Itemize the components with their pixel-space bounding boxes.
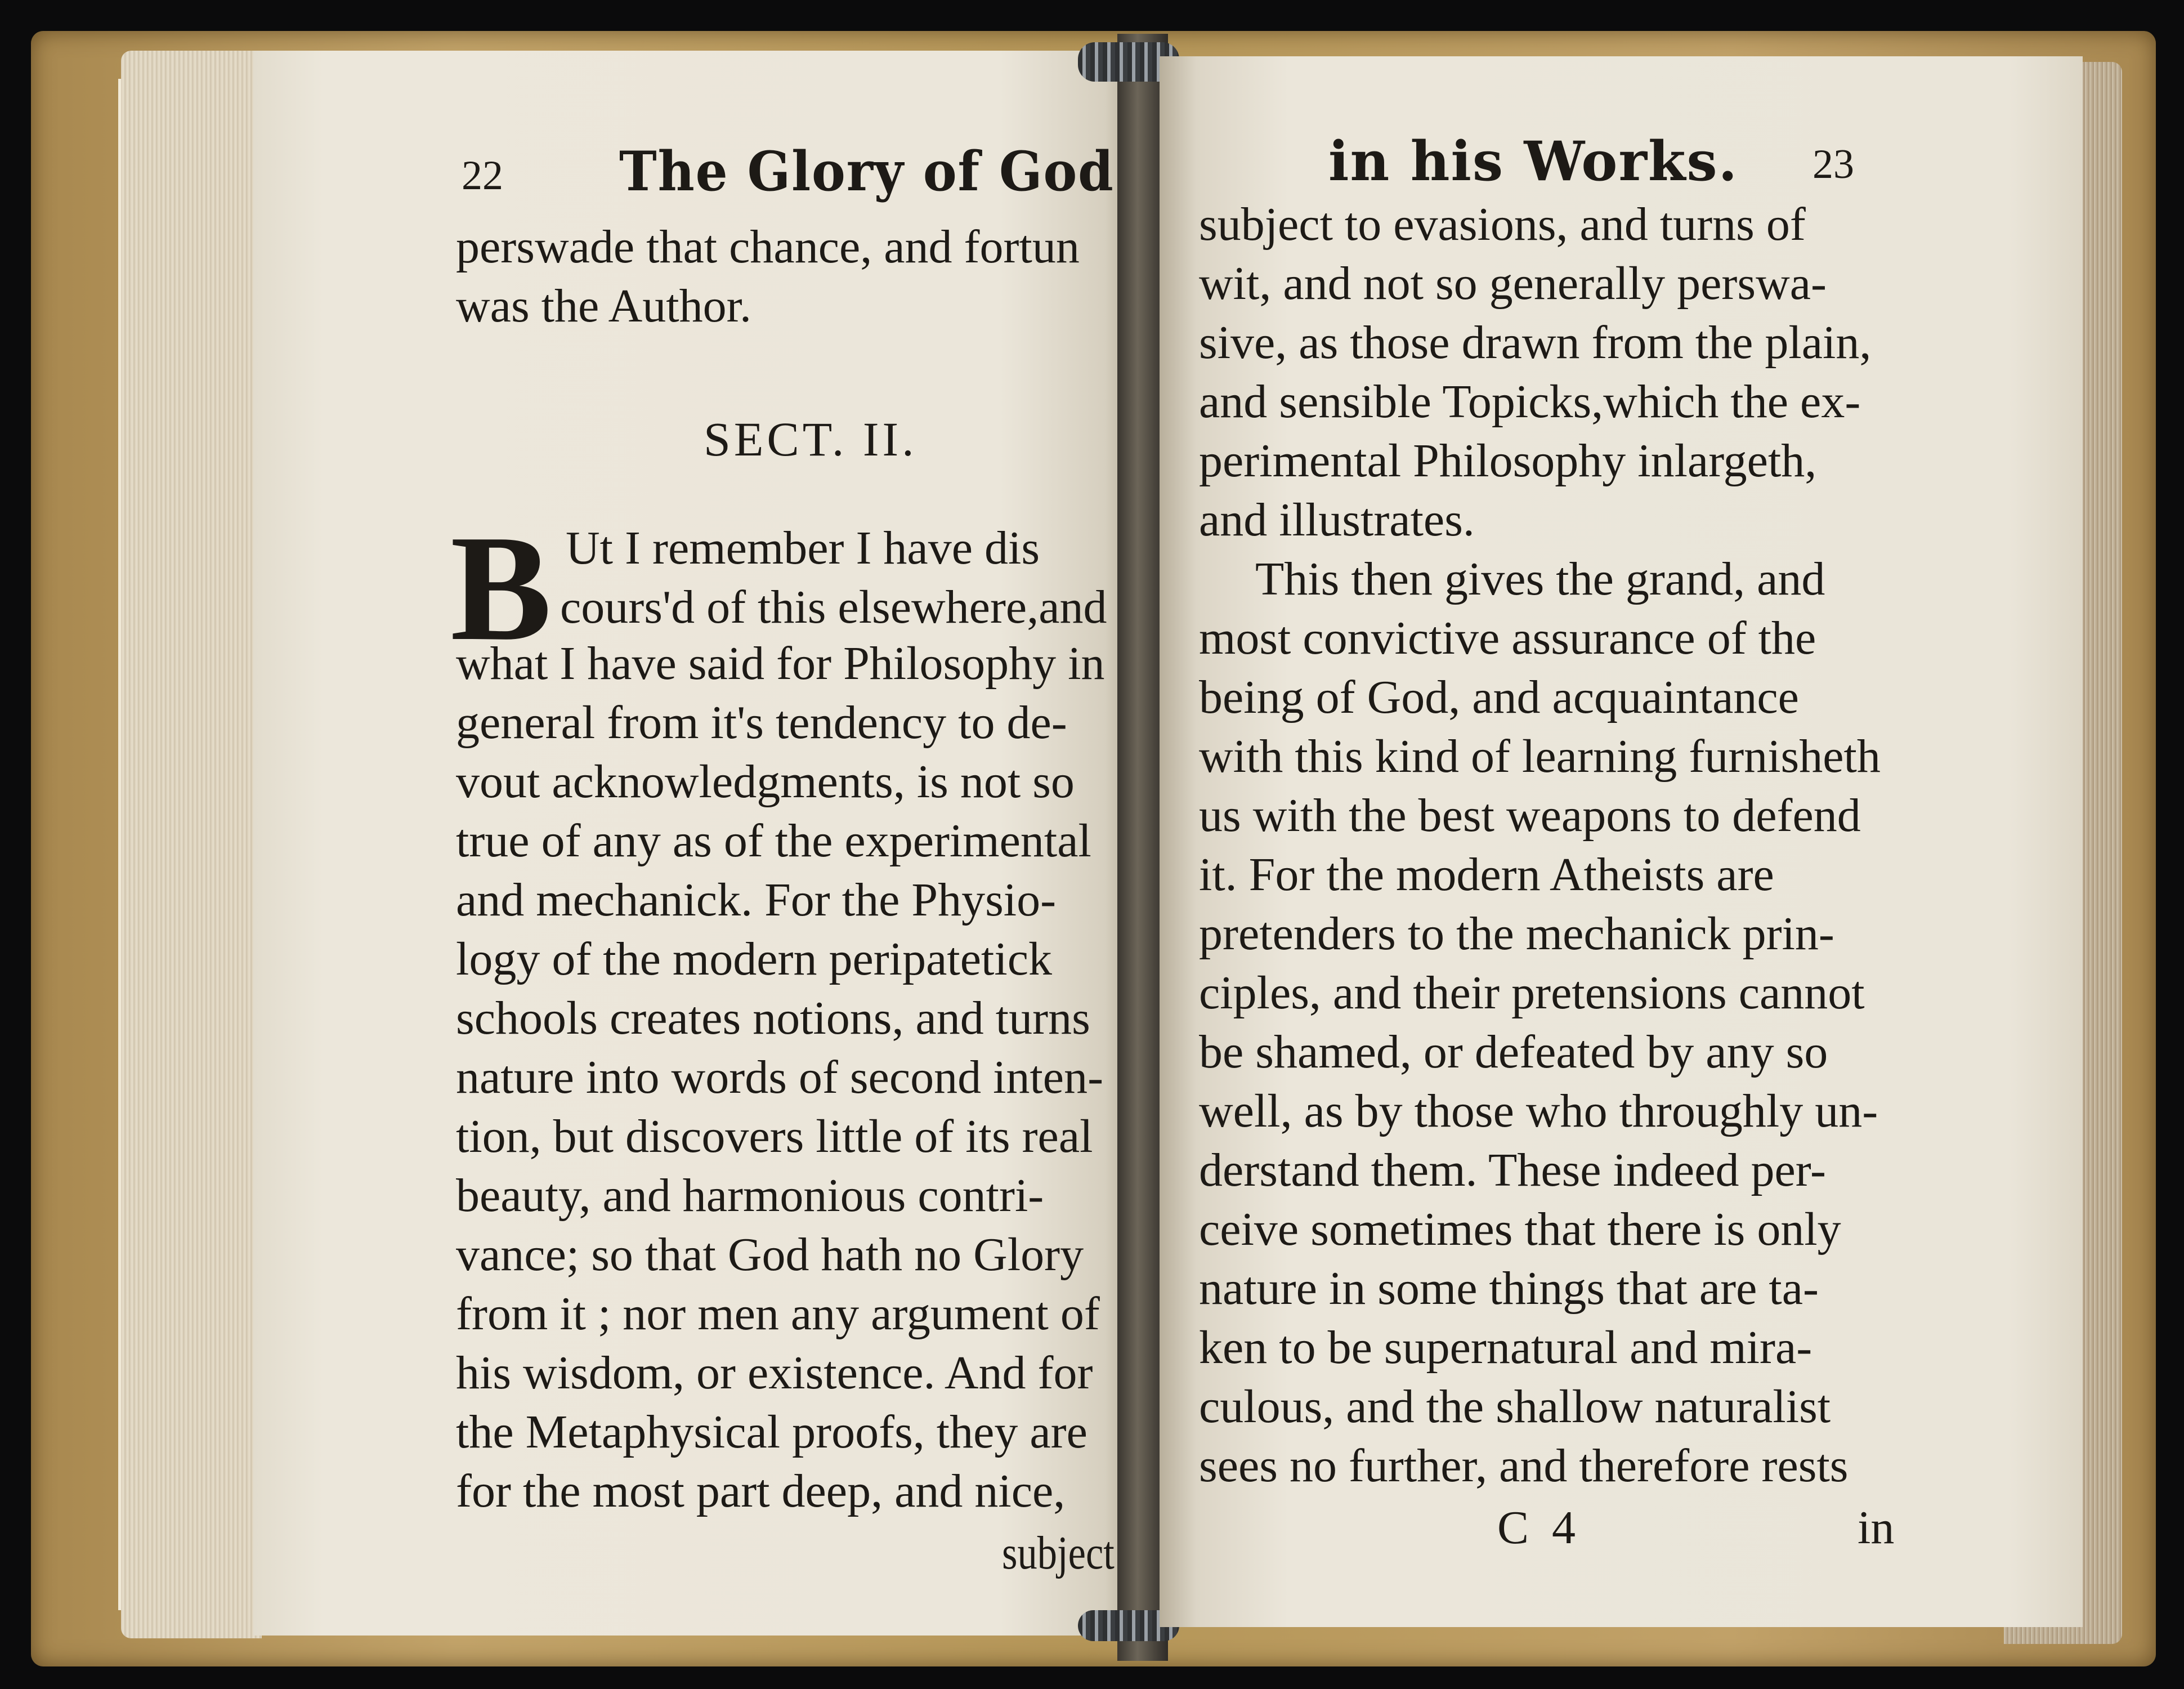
text-line: with this kind of learning furnisheth <box>1199 730 1881 783</box>
text-line: sees no further, and therefore rests <box>1199 1440 1849 1492</box>
text-line: logy of the modern peripatetick <box>456 933 1052 985</box>
text-line: and mechanick. For the Physio- <box>456 874 1057 926</box>
text-line: wit, and not so generally perswa- <box>1199 257 1827 310</box>
folio-left: 22 <box>462 153 503 199</box>
text-line: ceive sometimes that there is only <box>1199 1203 1841 1255</box>
text-line: and illustrates. <box>1199 494 1475 546</box>
folio-right: 23 <box>1812 141 1854 187</box>
text-line: ciples, and their pretensions cannot <box>1199 967 1865 1019</box>
text-line: subject to evasions, and turns of <box>1199 198 1806 251</box>
text-line: for the most part deep, and nice, <box>456 1465 1066 1517</box>
text-line: us with the best weapons to defend <box>1199 789 1861 842</box>
text-line: being of God, and acquaintance <box>1199 671 1799 723</box>
signature-mark: C 4 <box>1497 1502 1582 1554</box>
text-line: perimental Philosophy inlargeth, <box>1199 435 1817 487</box>
text-line: cours'd of this elsewhere,and <box>560 581 1107 633</box>
text-line: vance; so that God hath no Glory <box>456 1228 1084 1281</box>
text-line: ken to be supernatural and mira- <box>1199 1321 1812 1374</box>
text-line: and sensible Topicks,which the ex- <box>1199 376 1861 428</box>
text-line: what I have said for Philosophy in <box>456 637 1105 690</box>
text-line: be shamed, or defeated by any so <box>1199 1026 1828 1078</box>
text-line: derstand them. These indeed per- <box>1199 1144 1827 1196</box>
catchword-right: in <box>1858 1502 1895 1554</box>
text-line: the Metaphysical proofs, they are <box>456 1406 1087 1458</box>
text-line: nature in some things that are ta- <box>1199 1262 1819 1315</box>
text-line: nature into words of second inten- <box>456 1051 1104 1103</box>
left-page <box>253 51 1131 1636</box>
drop-cap-initial: B <box>450 504 552 672</box>
text-line: tion, but discovers little of its real <box>456 1110 1093 1163</box>
running-head-right: in his Works. <box>1328 129 1738 193</box>
text-line: This then gives the grand, and <box>1255 553 1825 605</box>
text-line: was the Author. <box>456 280 751 332</box>
text-line: Ut I remember I have dis <box>566 522 1040 574</box>
text-line: it. For the modern Atheists are <box>1199 848 1774 901</box>
text-line: well, as by those who throughly un- <box>1199 1085 1878 1137</box>
text-line: from it ; nor men any argument of <box>456 1288 1100 1340</box>
page-edges-left <box>121 51 262 1638</box>
text-line: pretenders to the mechanick prin- <box>1199 908 1834 960</box>
section-heading: SECT. II. <box>704 412 918 466</box>
catchword-left: subject <box>1002 1527 1115 1579</box>
text-line: most convictive assurance of the <box>1199 612 1816 664</box>
text-line: schools creates notions, and turns <box>456 992 1090 1044</box>
text-line: perswade that chance, and fortun <box>456 221 1080 273</box>
text-line: sive, as those drawn from the plain, <box>1199 316 1872 369</box>
text-line: vout acknowledgments, is not so <box>456 756 1075 808</box>
right-page <box>1160 56 2083 1627</box>
running-head-left: The Glory of God <box>619 140 1115 203</box>
text-line: true of any as of the experimental <box>456 815 1091 867</box>
text-line: his wisdom, or existence. And for <box>456 1347 1093 1399</box>
text-line: general from it's tendency to de- <box>456 696 1067 749</box>
text-line: beauty, and harmonious contri- <box>456 1169 1044 1222</box>
text-line: culous, and the shallow naturalist <box>1199 1380 1831 1433</box>
